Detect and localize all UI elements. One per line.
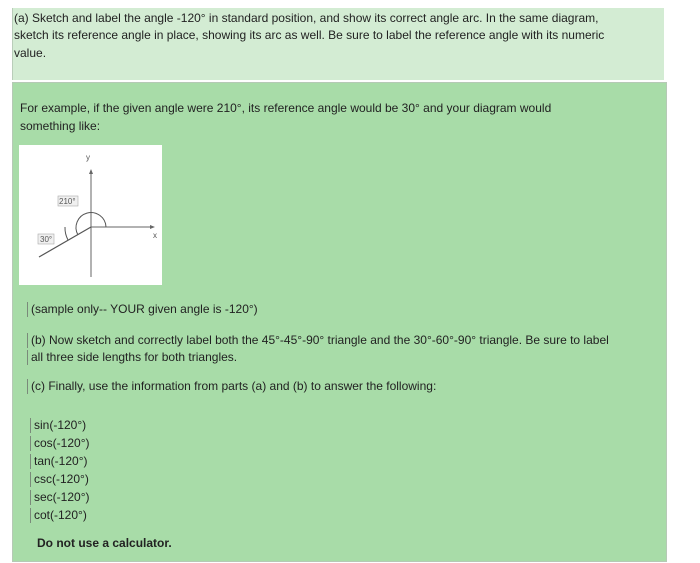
sample-angle-diagram xyxy=(19,145,162,285)
y-axis-arrow xyxy=(89,169,93,174)
sample-note: (sample only-- YOUR given angle is -120°) xyxy=(27,302,258,317)
example-line-2: something like: xyxy=(20,119,101,133)
reference-arc-30 xyxy=(65,227,68,240)
example-line-1: For example, if the given angle were 210°, its reference angle would be 30° and your diagram would xyxy=(20,101,552,115)
function-sin: sin(-120°) xyxy=(30,418,86,433)
part-a-line-3: value. xyxy=(14,46,47,60)
function-sec: sec(-120°) xyxy=(30,490,89,505)
part-b-line-2: all three side lengths for both triangles. xyxy=(27,350,237,365)
part-a-line-2: sketch its reference angle in place, showing its arc as well. Be sure to label the reference angle with its numeric xyxy=(14,28,605,42)
part-b-line-1: (b) Now sketch and correctly label both the 45°-45°-90° triangle and the 30°-60°-90° triangle. Be sure to label xyxy=(27,333,609,348)
x-axis-arrow xyxy=(150,225,155,229)
function-cot: cot(-120°) xyxy=(30,508,87,523)
reference-label: 30° xyxy=(40,235,53,244)
x-axis-label: x xyxy=(153,231,157,240)
y-axis-label: y xyxy=(86,153,90,162)
function-tan: tan(-120°) xyxy=(30,454,88,469)
angle-label: 210° xyxy=(59,197,76,206)
part-a-line-1: (a) Sketch and label the angle -120° in standard position, and show its correct angle arc. In the same diagram, xyxy=(14,11,599,25)
function-csc: csc(-120°) xyxy=(30,472,89,487)
closing-note: Do not use a calculator. xyxy=(37,536,172,550)
angle-diagram-svg xyxy=(19,145,162,285)
part-c-line: (c) Finally, use the information from parts (a) and (b) to answer the following: xyxy=(27,379,436,394)
function-cos: cos(-120°) xyxy=(30,436,89,451)
